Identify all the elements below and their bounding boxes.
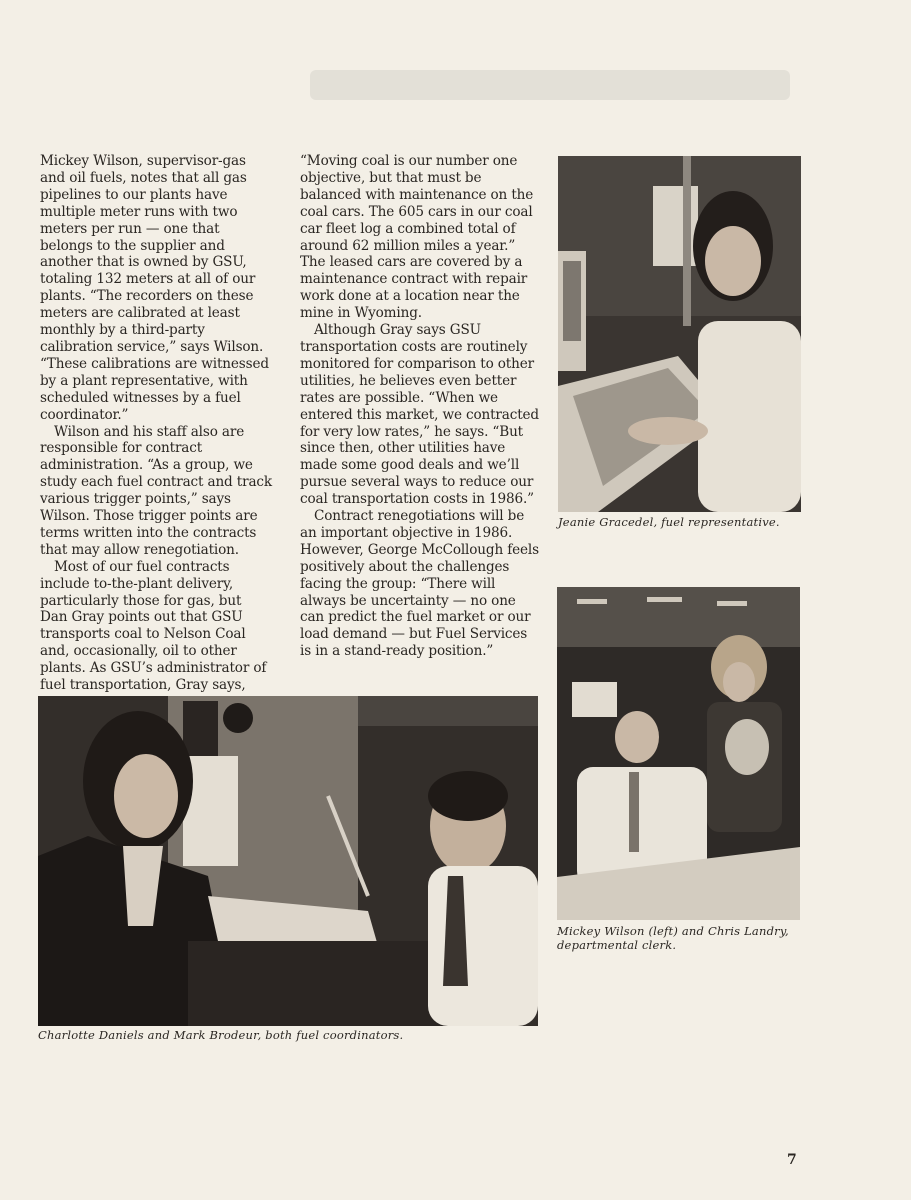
paragraph: Wilson and his staff also are responsible for contract administration. “As a group, we study each fuel contract and track various trigger points,” says Wilson. Those trigger points are terms written into the contracts that may allow renegotiation. — [40, 423, 272, 558]
photo-wilson-landry — [557, 587, 800, 920]
article-column-2 — [300, 153, 542, 660]
show-through-mark — [300, 50, 800, 120]
article-column-1 — [40, 153, 272, 694]
caption-wilson: Mickey Wilson (left) and Chris Landry, departmental clerk. — [557, 924, 789, 952]
paragraph: Although Gray says GSU transportation costs are routinely monitored for comparison to other utilities, he believes even better rates are possible. “When we entered this market, we contracted for very low rates,” he says. “But since then, other utilities have made some good deals and we’ll pursue several ways to reduce our coal transportation costs in 1986.” — [300, 322, 539, 508]
paragraph: Most of our fuel contracts include to-the-plant delivery, particularly those for gas, but Dan Gray points out that GSU transports coal to Nelson Coal and, occasionally, oil to other plants. As GSU’s administrator of fuel transportation, Gray says, — [40, 558, 267, 694]
photo-jeanie-gracedel — [558, 156, 801, 512]
caption-jeanie: Jeanie Gracedel, fuel representative. — [558, 515, 780, 529]
paragraph: Contract renegotiations will be an important objective in 1986. However, George McCollough feels positively about the challenges facing the group: “There will always be uncertainty — no one can predict the fuel market or our load demand — but Fuel Services is in a stand-ready position.” — [300, 508, 539, 660]
paragraph: “Moving coal is our number one objective, but that must be balanced with maintenance on the coal cars. The 605 cars in our coal car fleet log a combined total of around 62 million miles a year.” The leased cars are covered by a maintenance contract with repair work done at a location near the mine in Wyoming. — [300, 153, 534, 322]
photo-daniels-brodeur — [38, 696, 538, 1026]
caption-daniels: Charlotte Daniels and Mark Brodeur, both fuel coordinators. — [38, 1028, 404, 1042]
paragraph: Mickey Wilson, supervisor-gas and oil fuels, notes that all gas pipelines to our plants have multiple meter runs with two meters per run — one that belongs to the supplier and another that is owned by GSU, totaling 132 meters at all of our plants. “The recorders on these meters are calibrated at least monthly by a third-party calibration service,” says Wilson. “These calibrations are witnessed by a plant representative, with scheduled witnesses by a fuel coordinator.” — [40, 153, 269, 423]
page-number: 7 — [787, 1152, 797, 1168]
